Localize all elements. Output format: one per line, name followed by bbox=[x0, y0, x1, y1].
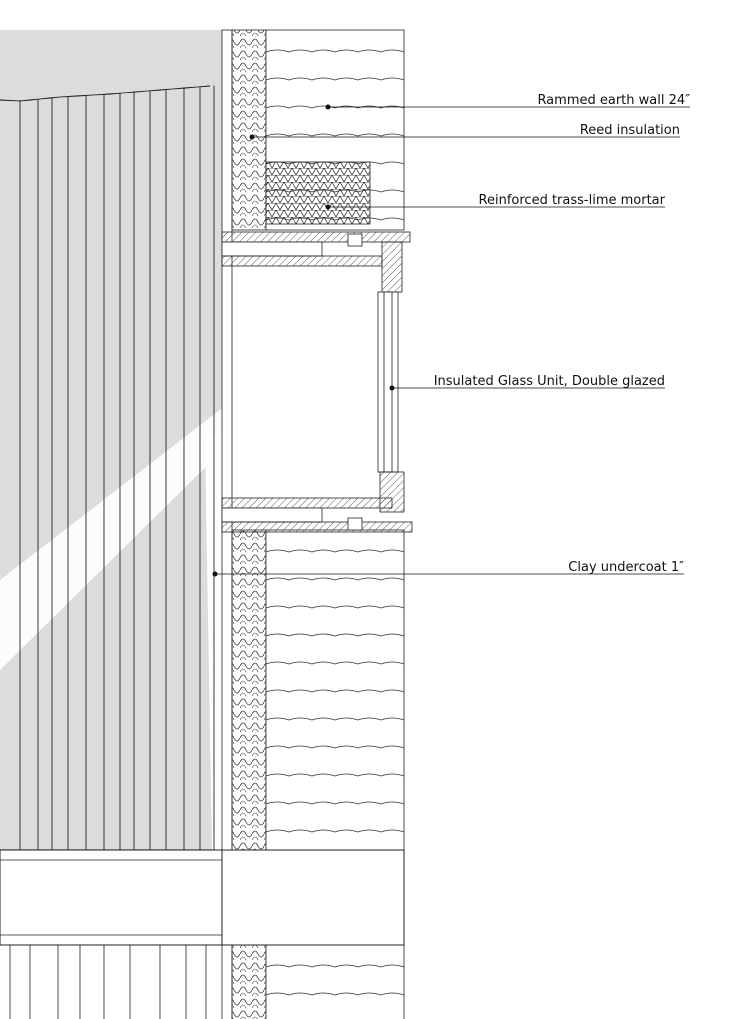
callout-label-reinforced-mortar: Reinforced trass-lime mortar bbox=[478, 193, 665, 208]
callout-label-glass-unit: Insulated Glass Unit, Double glazed bbox=[433, 374, 665, 389]
callout-label-clay-undercoat: Clay undercoat 1″ bbox=[568, 560, 684, 575]
insulated-glass-unit bbox=[378, 292, 398, 472]
reinforced-mortar-lintel bbox=[266, 162, 370, 224]
window-head-frame bbox=[222, 232, 410, 292]
callout-label-reed-insulation: Reed insulation bbox=[579, 123, 680, 138]
callout-glass-unit bbox=[390, 374, 666, 391]
reed-insulation-base bbox=[232, 945, 266, 1019]
reed-insulation-lower bbox=[232, 530, 266, 850]
reed-insulation-upper bbox=[232, 30, 266, 230]
callout-label-rammed-earth: Rammed earth wall 24″ bbox=[537, 93, 690, 108]
floor-slab-interior bbox=[0, 850, 222, 945]
floor-slab-wall bbox=[222, 850, 404, 945]
window-sill-frame bbox=[222, 472, 412, 532]
lower-curtain-lines bbox=[10, 945, 206, 1019]
